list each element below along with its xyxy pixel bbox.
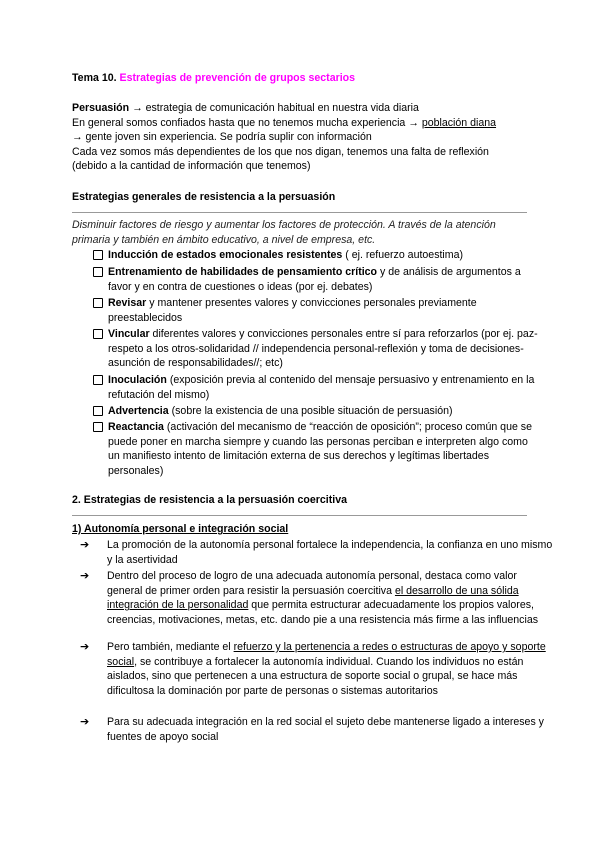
checkbox[interactable] [93,375,103,385]
bullet-underlined-text: refuerzo y la pertenencia a redes o estructuras de apoyo y soporte social [107,641,546,668]
persuasion-term: Persuasión [72,102,130,114]
checklist-item [93,248,542,263]
checklist-item-term: Advertencia [108,405,169,417]
subsection-heading [72,522,528,537]
section-1-heading-text: Estrategias generales de resistencia a la persuasión [72,191,336,203]
bullet-text: Dentro del proceso de logro de una adecuada autonomía personal, destaca como valor general de primer orden para resistir la persuasión coercitiva [107,570,517,597]
arrow-bullet-item [80,640,554,698]
arrow-bullet-icon: ➔ [80,569,90,582]
checkbox[interactable] [93,422,103,432]
arrow-bullet-icon: ➔ [80,715,90,728]
section-divider [72,212,527,213]
checkbox[interactable] [93,250,103,260]
checklist-item [93,373,542,402]
checklist-item-term: Entrenamiento de habilidades de pensamiento crítico [108,266,378,278]
bullet-text: que permita estructurar adecuadamente los propios valores, creencias, motivaciones, metas, etc. dando pie a una resistencia más firme a las influencias [107,599,539,626]
checklist-item-term: Vincular [108,328,150,340]
checklist-item [93,265,542,294]
persuasion-line-5: (debido a la cantidad de información que tenemos) [72,160,311,173]
persuasion-line-2 [72,116,528,131]
checklist-item-text: (activación del mecanismo de “reacción de oposición”; proceso común que se puede poner en marcha siempre y cuando las personas perciban e interpreten algo como un manifiesto intento de limitación externa de sus derechos y legítimas libertades personales) [108,421,532,477]
checklist-item [93,296,542,325]
persuasion-line-1 [72,101,528,116]
checklist-item-text: y mantener presentes valores y convicciones personales previamente preestablecidos [108,297,477,324]
subsection-heading-text: 1) Autonomía personal e integración social [72,523,289,535]
section-2-heading-text: 2. Estrategias de resistencia a la persuasión coercitiva [72,494,347,506]
title-main: Estrategias de prevención de grupos sectarios [119,72,356,84]
arrow-bullet-item [80,715,554,744]
persuasion-text: En general somos confiados hasta que no tenemos mucha experiencia → [72,116,422,129]
bullet-text: La promoción de la autonomía personal fortalece la independencia, la confianza en uno mismo y la asertividad [107,539,553,566]
bullet-text: Pero también, mediante el [107,641,234,653]
arrow-bullet-item [80,569,554,627]
persuasion-definition: estrategia de comunicación habitual en nuestra vida diaria [142,102,419,114]
checkbox[interactable] [93,406,103,416]
checkbox[interactable] [93,298,103,308]
checklist-item [93,420,542,478]
checkbox[interactable] [93,267,103,277]
section-1-heading [72,190,528,205]
document-title [72,71,528,86]
checklist-item-text: (sobre la existencia de una posible situación de persuasión) [168,405,453,417]
bullet-text: Para su adecuada integración en la red social el sujeto debe mantenerse ligado a intereses y fuentes de apoyo social [107,716,544,743]
checklist-item [93,327,542,371]
bullet-text: , se contribuye a fortalecer la autonomía individual. Cuando los individuos no están aislados, sino que pertenecen a una estructura de soporte social o grupal, se hace más dificultosa la dominación por parte de personas o sistemas autoritarios [107,655,524,697]
section-divider [72,515,527,516]
bullet-underlined-text: el desarrollo de una sólida integración de la personalidad [107,584,519,612]
persuasion-arrow: → [132,102,143,114]
checklist-item [93,404,542,419]
arrow-bullet-icon: ➔ [80,538,90,551]
persuasion-paragraph [72,101,528,174]
checklist-item-term: Inducción de estados emocionales resistentes [108,249,343,261]
target-population-term: población diana [421,116,497,129]
section-1-intro: Disminuir factores de riesgo y aumentar los factores de protección. A través de la atención primaria y también en ámbito educativo, a nivel de empresa, etc. [72,219,496,246]
checklist-item-text: (exposición previa al contenido del mensaje persuasivo y entrenamiento en la refutación del mismo) [108,374,535,401]
checklist-item-text: y de análisis de argumentos a favor y en contra de cuestiones o ideas (por ej. debates) [108,266,521,293]
checkbox[interactable] [93,329,103,339]
checklist-item-term: Inoculación [108,374,167,386]
checklist-item-text: diferentes valores y convicciones personales entre sí para reforzarlos (por ej. paz-respeto a los otros-solidaridad // independencia personal-reflexión y toma de decisiones-asunción de responsabilidades//; etc) [108,328,538,370]
arrow-bullet-icon: ➔ [80,640,90,653]
persuasion-line-3: → gente joven sin experiencia. Se podría suplir con información [72,131,372,144]
checklist-item-term: Reactancia [108,421,164,433]
title-prefix: Tema 10. [72,72,117,84]
checklist-item-text: ( ej. refuerzo autoestima) [342,249,464,261]
checklist-item-term: Revisar [108,297,147,309]
section-2-heading [72,493,528,508]
arrow-bullet-item [80,538,554,567]
persuasion-line-4: Cada vez somos más dependientes de los que nos digan, tenemos una falta de reflexión [72,145,489,158]
